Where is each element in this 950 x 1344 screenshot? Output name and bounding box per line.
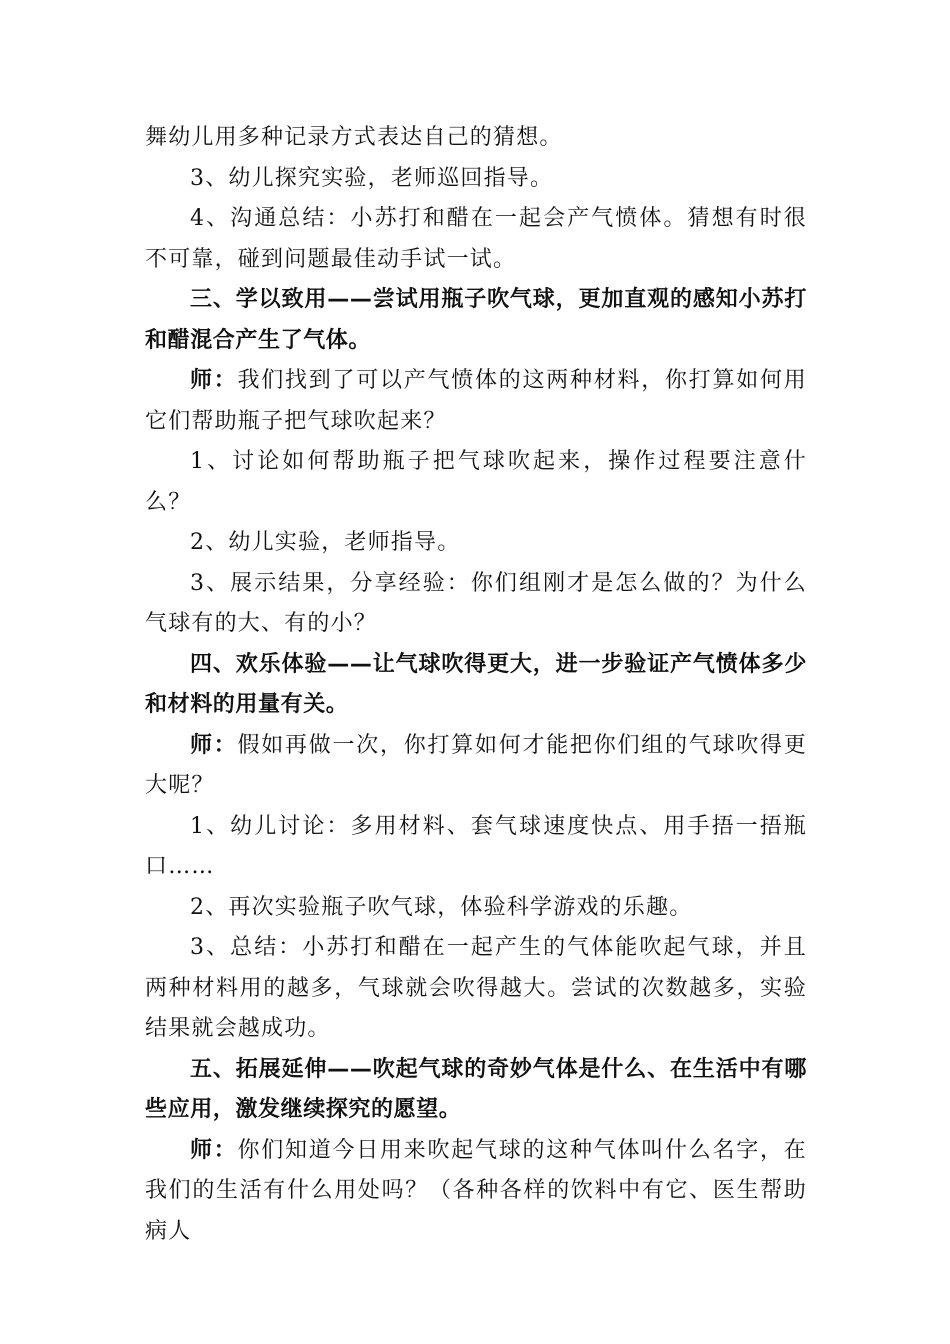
teacher-prompt-text: 假如再做一次，你打算如何才能把你们组的气球吹得更大呢？ xyxy=(145,732,807,798)
paragraph-experiment: 2、幼儿实验，老师指导。 xyxy=(190,530,461,555)
paragraph-summary: 3、总结：小苏打和醋在一起产生的气体能吹起气球，并且两种材料用的越多，气球就会吹得越大。尝试的次数越多，实验结果就会越成功。 xyxy=(145,935,807,1041)
paragraph-continuation: 舞幼儿用多种记录方式表达自己的猜想。 xyxy=(145,125,563,150)
teacher-prompt-3 xyxy=(145,1131,807,1253)
section-heading-5: 五、拓展延伸——吹起气球的奇妙气体是什么、在生活中有哪些应用，激发继续探究的愿望。 xyxy=(145,1056,807,1122)
paragraph-discussion: 1、讨论如何帮助瓶子把气球吹起来，操作过程要注意什么？ xyxy=(145,449,807,515)
teacher-prompt-2 xyxy=(145,726,807,807)
teacher-prompt-1 xyxy=(145,361,807,442)
section-heading-3: 三、学以致用——尝试用瓶子吹气球，更加直观的感知小苏打和醋混合产生了气体。 xyxy=(145,287,807,353)
teacher-label: 师： xyxy=(190,732,238,758)
paragraph-share-results: 3、展示结果，分享经验：你们组刚才是怎么做的？为什么气球有的大、有的小？ xyxy=(145,570,807,636)
paragraph-child-discussion: 1、幼儿讨论：多用材料、套气球速度快点、用手捂一捂瓶口…… xyxy=(145,813,807,879)
teacher-label: 师： xyxy=(190,1137,238,1163)
section-heading-4: 四、欢乐体验——让气球吹得更大，进一步验证产气愤体多少和材料的用量有关。 xyxy=(145,651,807,717)
paragraph-repeat-experiment: 2、再次实验瓶子吹气球，体验科学游戏的乐趣。 xyxy=(190,894,693,920)
paragraph-step-4-summary: 4、沟通总结：小苏打和醋在一起会产气愤体。猜想有时很不可靠，碰到问题最佳动手试一试。 xyxy=(145,206,807,272)
body-text xyxy=(145,118,807,1252)
paragraph-step-3: 3、幼儿探究实验，老师巡回指导。 xyxy=(190,165,554,191)
teacher-prompt-text: 你们知道今日用来吹起气球的这种气体叫什么名字，在我们的生活有什么用处吗？（各种各样的饮料中有它、医生帮助病人 xyxy=(145,1137,807,1244)
teacher-label: 师： xyxy=(190,368,238,393)
teacher-prompt-text: 我们找到了可以产气愤体的这两种材料，你打算如何用它们帮助瓶子把气球吹起来？ xyxy=(145,368,807,434)
